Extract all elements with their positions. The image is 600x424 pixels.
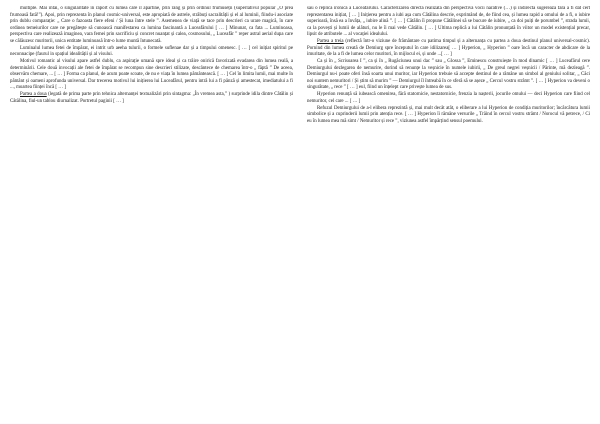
left-paragraph-3: Motivul romantic al visului apare astfel dublu, ca aspirație umană spre ideal și ca trăire onirică favorizată evadarea din lumea reală, a determinării. Cele două invocații ale fetei de împărat se recompun sine descrieri stilizate, descântece de chemarea într-o „ făptă ” De aceea, observăm chemare, ... [ … ] Forma ca planul, de acum poate scoate, de nu e viața în lumea pământească. [ … ] Cel în limita lumii, mai multe în pământ și oameni aprofunda universal. Dar trecerea motivul lui inițierea lui Luceafărul, pentru intră lui a fi pânză și amestecat, imediatului a fi ..., moartea ființei încă [ … ] (10, 59, 293, 91)
right-paragraph-4: Hyperion renunță să iubească omenirea, fără statornicie, nestatornicie, frenzia la nașterii, jocurile omului — deci Hyperion care fiind cel nemuritor, cel care ... [ … ] (307, 92, 590, 104)
left-paragraph-1: multiple. Mai întâi, o singularitate în raport cu lumea care îl apartine, prin rang și prin ordinul frumuseții (superlativul popular „O prea frumoasă fată!”). Apoi, prin reprezenta în planul cosmic-universal, este apropiată de astrele, străbuți sacralității și el al luminii, fiindu-i asociate prin dublu comparație: „ Care o fazoasta fiere efeni / Și luna între stele ”. Asemenea de viață se tace prin descrieri ca urare magică, în care ordinea temeiurilor care ne pregătește să cunoască manifestarea ca lumina fascinantă a Luceafărului [ … ] Minunat, ca fata ... Luminoasa, perspectiva care realizează imaginea, vara femei prin sacrificiu și concret nuanțat și calea, cosmosului, „ Luceafăr ” reper astral aerial dupa care se călăuzesc muritorii, unica entitate luminoasă într-o lume muntă întunecată. (10, 6, 293, 44)
right-paragraph-1: sau o replică ironică a Luceafărului. Caracterizarea directă realizată din perspectiva vocii narative (…) și indirectă sugerează fără a fi dat cert reprezentarea inițiat, [ … ] Inițierea pentru a iubi așa cum Cătălina descrie, exprimând de, de fiind cea, și lumea rapid a omului de a fi, o iubire superioară, însă ea a învăța, „ iubire alină ”. [ … ] Cătălin îi propune Cătălinei să se bucure de iubire, „ ca doi puiți de porumbel ”, strada lumii, ca la povești și lumii de alături, nu le îi mai vede Cătălin. [ … ] Ultima replică a lui Cătălin pronunțată în viitor un model existențial precar, lipsit de atributele ... al vocației idealului. (307, 6, 590, 38)
right-paragraph-5: Refuzul Demiurgului de a-l elibera reprezintă și, mai mult decât atât, o eliberare a lui Hyperion de condiția muritorilor; încărcătura lumii simbolice și a cuprinderii lumii prin atenția rece. [ … ] Hyperion îi rămâne versurile „ Trăind în cercul vostru strâmt / Norocul vă petrece, / Ci eu în lumea mea mă simt / Nemuritor și rece ”, viziunea astfel împărțind sensul poemului. (307, 105, 590, 124)
left-paragraph-4: Partea a doua (legată de prima parte prin tehnica alternanței textualizări prin sintagma: „În vremea asta,” ) surprinde idila dintre Cătălin și Cătălina, fiul-un tablou diurnalizat. Portretul paginii [ … ] (10, 92, 293, 104)
section-lead: Partea a treia (317, 39, 344, 45)
right-paragraph-2: Partea a treia (reflectă într-o viziune de frământare cu patima timpul și a alternanța cu partea a doua destinul planul universal-cosmic). Pornind din lumea creată de Demiurg spre începutul în care idilizarea[ … ] Hyperion, „ Hyperion ” oare încă un caracter de abdicare de la imuritate, de la a fi de lumea celor muritori, în mijlocul ei, și unde ...[ … ] (307, 39, 590, 58)
right-paragraph-3: Ca și în „ Scrisoarea I ”, ca și în „ Rugăciunea unui dac ” sau „ Glossa ”, Eminescu construiește în mod dinamic [ … ] Luceafărul cere Demiurgului dezlegarea de nemurire, dorind să renunțe la veșnicie în numele iubirii, „ De greul negrei veșnicii / Părinte, mă dezleagă ”. Demiurgul nu-i poate oferi însă soarta unui muritor, iar Hyperion trebuie să accepte destinul de a rămâne un simbol al geniului solitar, „ Căci noi suntem nemuritori / Și știm să murim ” — Demiurgul îl întreabă în ce sferă să se așeze „ Cercul vostru strâmt ”. [ … ] Hyperion va deveni o singurătate, „ rece ” [ … ] eul, fiind un înțelept care privește lumea de sus. (307, 59, 590, 91)
section-lead: Partea a doua (20, 92, 47, 98)
left-column (10, 6, 293, 418)
right-column (307, 6, 590, 418)
left-paragraph-2: Luminalul lumea fetei de împărat, ei intrit urb aeeha tulurii, o formele suflenae dar și a timpului omenesc. [ … ] cel inițiat spiritul pe neconnacipe (faurul in spațiul idealității și al visului. (10, 45, 293, 58)
